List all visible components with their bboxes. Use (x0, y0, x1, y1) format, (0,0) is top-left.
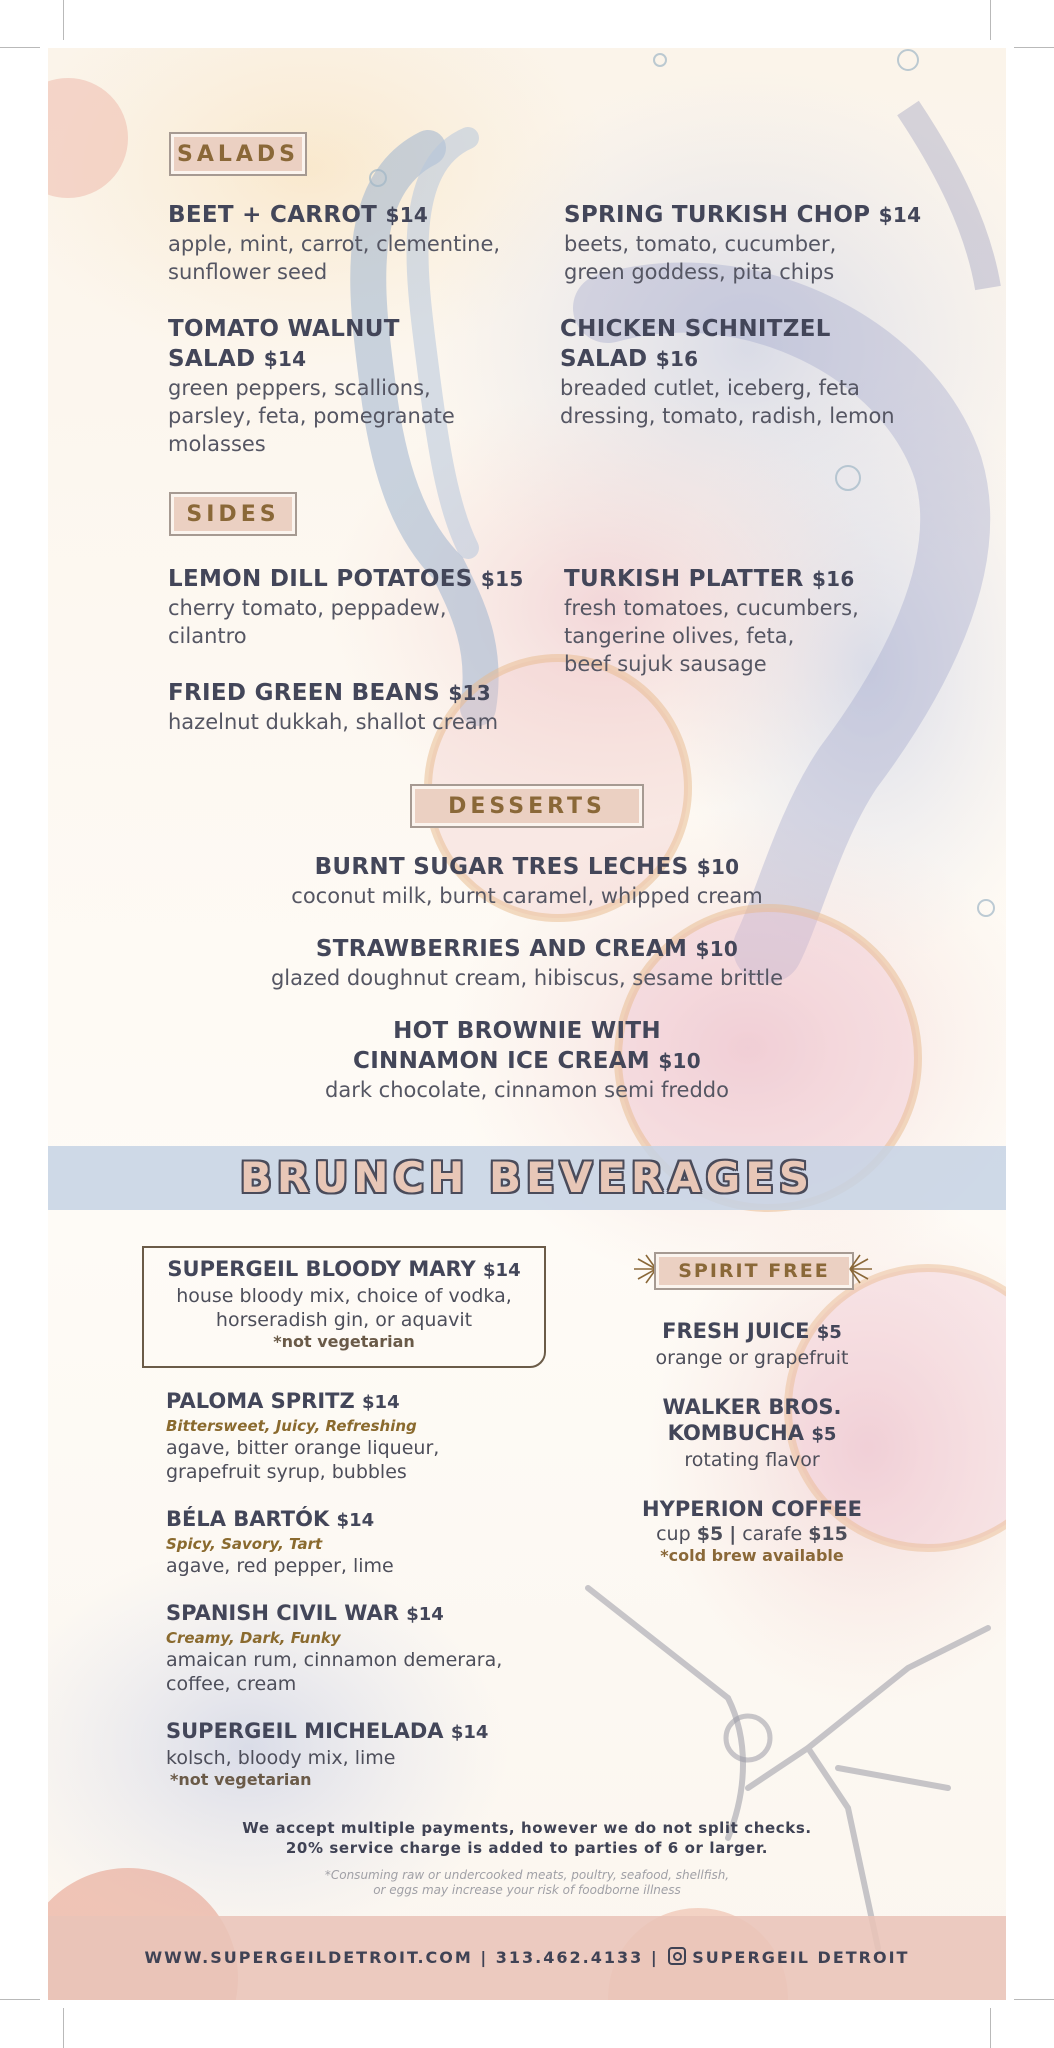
item-desc: orange or grapefruit (655, 1347, 849, 1369)
crop-mark (990, 2008, 991, 2048)
item-price: $14 (878, 203, 922, 227)
section-badge-desserts: DESSERTS (410, 784, 644, 828)
instagram-icon (668, 1947, 686, 1965)
menu-item-tomato-walnut-salad (168, 314, 548, 458)
menu-item-beet-carrot (168, 200, 548, 286)
menu-item-lemon-dill-potatoes (168, 564, 558, 650)
menu-item-fried-green-beans (168, 678, 588, 736)
crop-mark (63, 2008, 64, 2048)
item-desc: fresh tomatoes, cucumbers, (564, 596, 859, 620)
cup-label: cup (656, 1523, 691, 1545)
item-desc: cherry tomato, peppadew, (168, 596, 447, 620)
payment-policy (48, 1818, 1006, 1858)
instagram-handle[interactable]: SUPERGEIL DETROIT (692, 1948, 910, 1967)
item-desc: grapefruit syrup, bubbles (166, 1461, 407, 1483)
item-desc: breaded cutlet, iceberg, feta (560, 376, 860, 400)
crop-mark (1014, 1999, 1054, 2000)
warning-line: *Consuming raw or undercooked meats, poultry, seafood, shellfish, (324, 1868, 730, 1882)
item-desc: dark chocolate, cinnamon semi freddo (325, 1078, 729, 1102)
item-price: $14 (336, 1510, 375, 1531)
menu-item-fresh-juice (588, 1318, 916, 1370)
carafe-price: $15 (808, 1523, 848, 1545)
item-desc: molasses (168, 432, 266, 456)
item-desc: cilantro (168, 624, 247, 648)
food-warning (48, 1868, 1006, 1898)
item-name: TOMATO WALNUT (168, 316, 400, 342)
menu-item-kombucha (588, 1394, 916, 1472)
crop-mark (990, 0, 991, 40)
item-price: $15 (480, 567, 524, 591)
item-desc: glazed doughnut cream, hibiscus, sesame brittle (270, 966, 784, 990)
cup-price: $5 (696, 1523, 724, 1545)
item-price: $10 (658, 1049, 701, 1073)
item-name: BURNT SUGAR TRES LECHES (314, 854, 689, 880)
section-badge-sides: SIDES (169, 492, 297, 536)
menu-item-chicken-schnitzel-salad (560, 314, 980, 430)
website-link[interactable]: WWW.SUPERGEILDETROIT.COM (144, 1948, 473, 1967)
menu-item-burnt-sugar-tres-leches (48, 852, 1006, 910)
phone-number[interactable]: 313.462.4133 (495, 1948, 644, 1967)
item-desc: rotating flavor (684, 1449, 820, 1471)
item-desc: horseradish gin, or aquavit (215, 1309, 473, 1331)
item-name: WALKER BROS. (662, 1395, 842, 1419)
item-desc: parsley, feta, pomegranate (168, 404, 455, 428)
menu-item-hot-brownie (48, 1016, 1006, 1104)
item-name: PALOMA SPRITZ (166, 1389, 355, 1413)
menu-item-turkish-platter (564, 564, 984, 678)
footer-contact (48, 1916, 1006, 2000)
item-price: $5 (816, 1322, 842, 1343)
menu-item-bloody-mary (142, 1256, 546, 1352)
item-name: FRESH JUICE (662, 1319, 810, 1343)
item-flavor: Bittersweet, Juicy, Refreshing (166, 1417, 417, 1435)
carafe-label: carafe (742, 1523, 803, 1545)
crop-mark (63, 0, 64, 40)
item-name: SPANISH CIVIL WAR (166, 1601, 399, 1625)
item-desc: beef sujuk sausage (564, 652, 767, 676)
item-price: $14 (385, 203, 429, 227)
item-desc: hazelnut dukkah, shallot cream (168, 710, 499, 734)
item-flavor: Creamy, Dark, Funky (166, 1629, 341, 1647)
item-desc: kolsch, bloody mix, lime (166, 1747, 396, 1769)
warning-line: or eggs may increase your risk of foodborne illness (373, 1883, 681, 1897)
price-separator: | (729, 1523, 737, 1545)
item-name: STRAWBERRIES AND CREAM (315, 936, 688, 962)
footer-separator: | (480, 1948, 489, 1967)
item-name: LEMON DILL POTATOES (168, 566, 473, 592)
item-name: SUPERGEIL BLOODY MARY (167, 1257, 476, 1281)
sunburst-right-icon (848, 1254, 874, 1284)
item-name: SPRING TURKISH CHOP (564, 202, 871, 228)
item-name: CHICKEN SCHNITZEL (560, 316, 831, 342)
item-note: *not vegetarian (273, 1332, 415, 1351)
item-desc: coconut milk, burnt caramel, whipped cream (291, 884, 763, 908)
crop-mark (0, 1999, 40, 2000)
menu-item-hyperion-coffee (588, 1496, 916, 1566)
crop-mark (0, 47, 40, 48)
item-price: $5 (811, 1424, 837, 1445)
item-desc: coffee, cream (166, 1673, 297, 1695)
service-charge-line: 20% service charge is added to parties of 6 or larger. (285, 1839, 769, 1857)
menu-item-strawberries-and-cream (48, 934, 1006, 992)
menu-item-spring-turkish-chop (564, 200, 984, 286)
menu-item-spanish-civil-war (166, 1600, 586, 1696)
item-price: $16 (811, 567, 855, 591)
item-price: $10 (695, 937, 739, 961)
item-desc: agave, bitter orange liqueur, (166, 1437, 440, 1459)
item-name: SALAD (168, 346, 256, 372)
item-desc: tangerine olives, feta, (564, 624, 795, 648)
item-desc: beets, tomato, cucumber, (564, 232, 837, 256)
item-name: KOMBUCHA (667, 1421, 804, 1445)
item-name: SALAD (560, 346, 648, 372)
item-desc: green goddess, pita chips (564, 260, 835, 284)
item-price: $10 (696, 855, 740, 879)
item-price: $14 (406, 1604, 444, 1625)
beverages-title: BRUNCH BEVERAGES (239, 1153, 815, 1202)
item-desc: house bloody mix, choice of vodka, (176, 1285, 512, 1307)
payment-line: We accept multiple payments, however we do not split checks. (242, 1819, 812, 1837)
item-price: $14 (362, 1392, 400, 1413)
item-desc: sunflower seed (168, 260, 328, 284)
item-price: $14 (263, 347, 307, 371)
item-desc: amaican rum, cinnamon demerara, (166, 1649, 503, 1671)
item-name: FRIED GREEN BEANS (168, 680, 441, 706)
menu-item-supergeil-michelada (166, 1718, 586, 1790)
crop-mark (1014, 47, 1054, 48)
item-desc: agave, red pepper, lime (166, 1555, 394, 1577)
item-name: CINNAMON ICE CREAM (353, 1048, 650, 1074)
item-desc: green peppers, scallions, (168, 376, 431, 400)
item-flavor: Spicy, Savory, Tart (166, 1535, 323, 1553)
footer-separator: | (650, 1948, 659, 1967)
item-desc: apple, mint, carrot, clementine, (168, 232, 501, 256)
item-name: HOT BROWNIE WITH (393, 1018, 661, 1044)
section-badge-spirit-free: SPIRIT FREE (654, 1252, 854, 1290)
item-price: $14 (483, 1260, 521, 1281)
section-badge-salads: SALADS (169, 132, 307, 176)
item-note: *not vegetarian (170, 1770, 312, 1789)
item-price: $13 (448, 681, 491, 705)
item-price: $16 (655, 347, 699, 371)
item-note: *cold brew available (660, 1546, 844, 1565)
item-name: TURKISH PLATTER (564, 566, 804, 592)
item-price: $14 (450, 1722, 489, 1743)
item-name: HYPERION COFFEE (642, 1497, 862, 1521)
item-name: BÉLA BARTÓK (166, 1507, 330, 1531)
menu-sheet (48, 48, 1006, 2000)
item-desc: dressing, tomato, radish, lemon (560, 404, 895, 428)
menu-item-paloma-spritz (166, 1388, 566, 1484)
item-name: SUPERGEIL MICHELADA (166, 1719, 444, 1743)
menu-item-bela-bartok (166, 1506, 566, 1578)
item-name: BEET + CARROT (168, 202, 378, 228)
